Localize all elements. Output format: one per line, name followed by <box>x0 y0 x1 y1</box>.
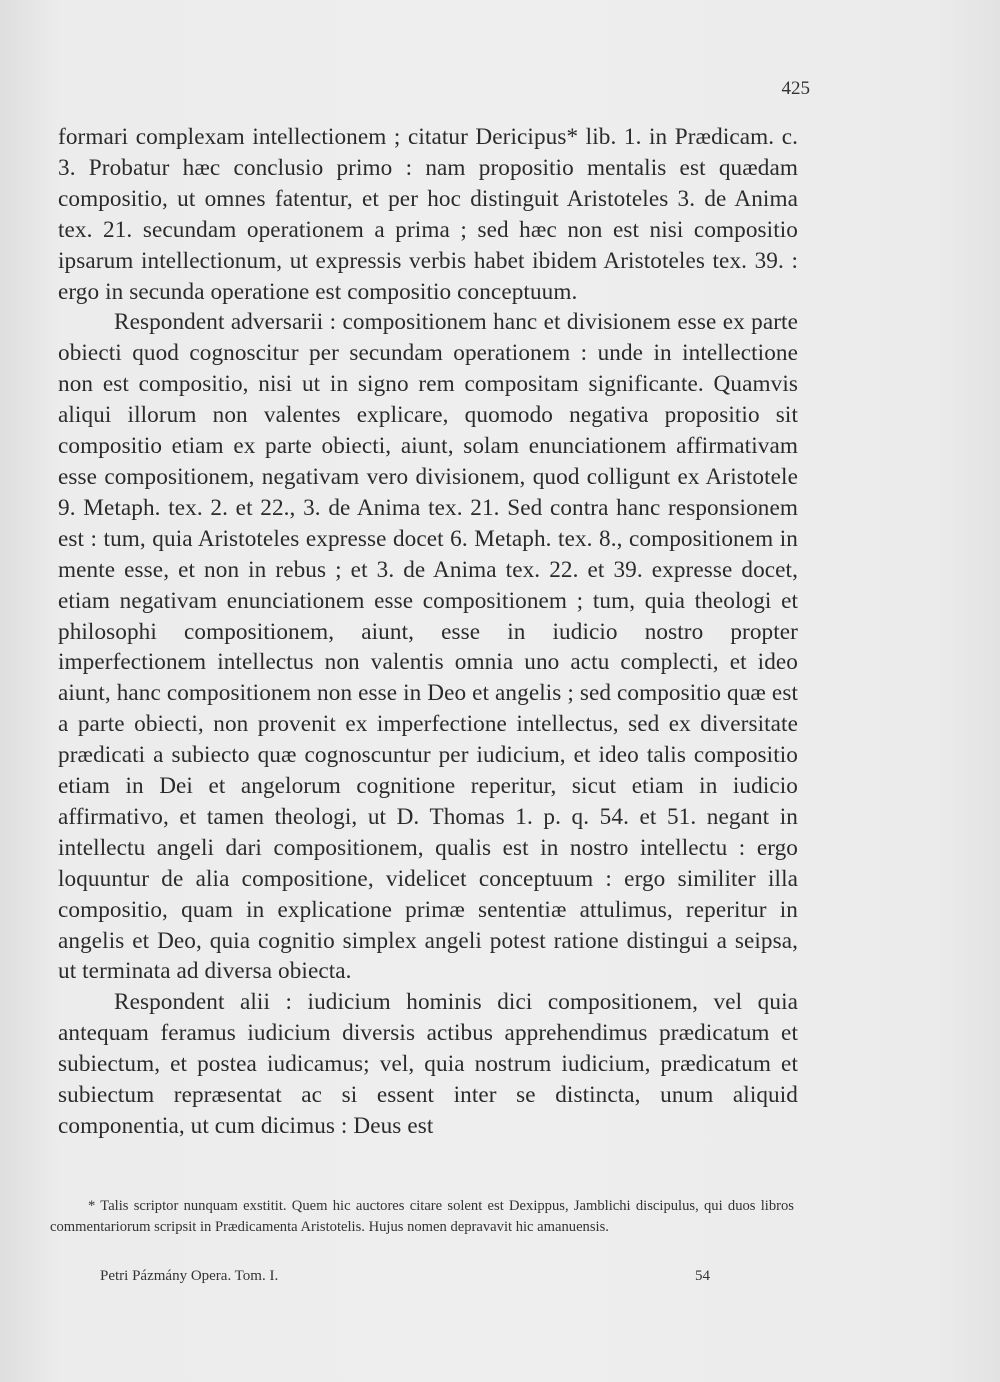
paragraph-3: Respondent alii : iudicium hominis dici compositionem, vel quia antequam feramus iudicium diversis actibus apprehendimus prædicatum et subiectum, et postea iudicamus; vel, quia nostrum iudicium, prædicatum et subiectum repræsentat ac si essent inter se distincta, unum aliquid componentia, ut cum dicimus : Deus est <box>58 989 798 1139</box>
page-number: 425 <box>781 78 810 99</box>
footnote-text: * Talis scriptor nunquam exstitit. Quem hic auctores citare solent est Dexippus, Jamblichi discipulus, qui duos libros commentariorum scripsit in Prædicamenta Aristotelis. Hujus nomen depravavit hic amanuensis. <box>50 1198 794 1235</box>
paragraph-2: Respondent adversarii : compositionem hanc et divisionem esse ex parte obiecti quod cognoscitur per secundam operationem : unde in intellectione non est compositio, nisi ut in signo rem compositam significante. Quamvis aliqui illorum non valentes explicare, quomodo negativa propositio sit compositio etiam ex parte obiecti, aiunt, solam enunciationem affirmativam esse compositionem, negativam vero divisionem, quod colligunt ex Aristotele 9. Metaph. tex. 2. et 22., 3. de Anima tex. 21. Sed contra hanc responsionem est : tum, quia Aristoteles expresse docet 6. Metaph. tex. 8., compositionem in mente esse, et non in rebus ; et 3. de Anima tex. 22. et 39. expresse docet, etiam negativam enunciationem esse compositionem ; tum, quia theologi et philosophi compositionem, aiunt, esse in iudicio nostro propter imperfectionem intellectus non valentis omnia uno actu complecti, et ideo aiunt, hanc compositionem non esse in Deo et angelis ; sed compositio quæ est a parte obiecti, non provenit ex imperfectione intellectus, sed ex diversitate prædicati a subiecto quæ cognoscuntur per iudicium, et ideo talis compositio etiam in Dei et angelorum cognitione reperitur, sicut etiam in iudicio affirmativo, et tamen theologi, ut D. Thomas 1. p. q. 54. et 51. negant in intellectu angeli dari compositionem, qualis est in nostro intellectu : ergo loquuntur de alia compositione, videlicet conceptuum : ergo similiter illa compositio, quam in explicatione primæ sententiæ attulimus, reperitur in angelis et Deo, quia cognitio simplex angeli potest ratione distingui a seipsa, ut terminata ad diversa obiecta. <box>58 309 798 985</box>
paragraph-1: formari complexam intellectionem ; citatur Dericipus* lib. 1. in Prædicam. c. 3. Probatur hæc conclusio primo : nam propositio mentalis est quædam compositio, ut omnes fatentur, et per hoc distinguit Aristoteles 3. de Anima tex. 21. secundam operationem a prima ; sed hæc non est nisi compositio ipsarum intellectionum, ut expressis verbis habet ibidem Aristoteles tex. 39. : ergo in secunda operatione est compositio conceptuum. <box>58 124 798 305</box>
footnote <box>50 1196 794 1238</box>
signature-number: 54 <box>695 1268 710 1284</box>
signature-title: Petri Pázmány Opera. Tom. I. <box>100 1268 279 1284</box>
body-text <box>58 122 798 1142</box>
